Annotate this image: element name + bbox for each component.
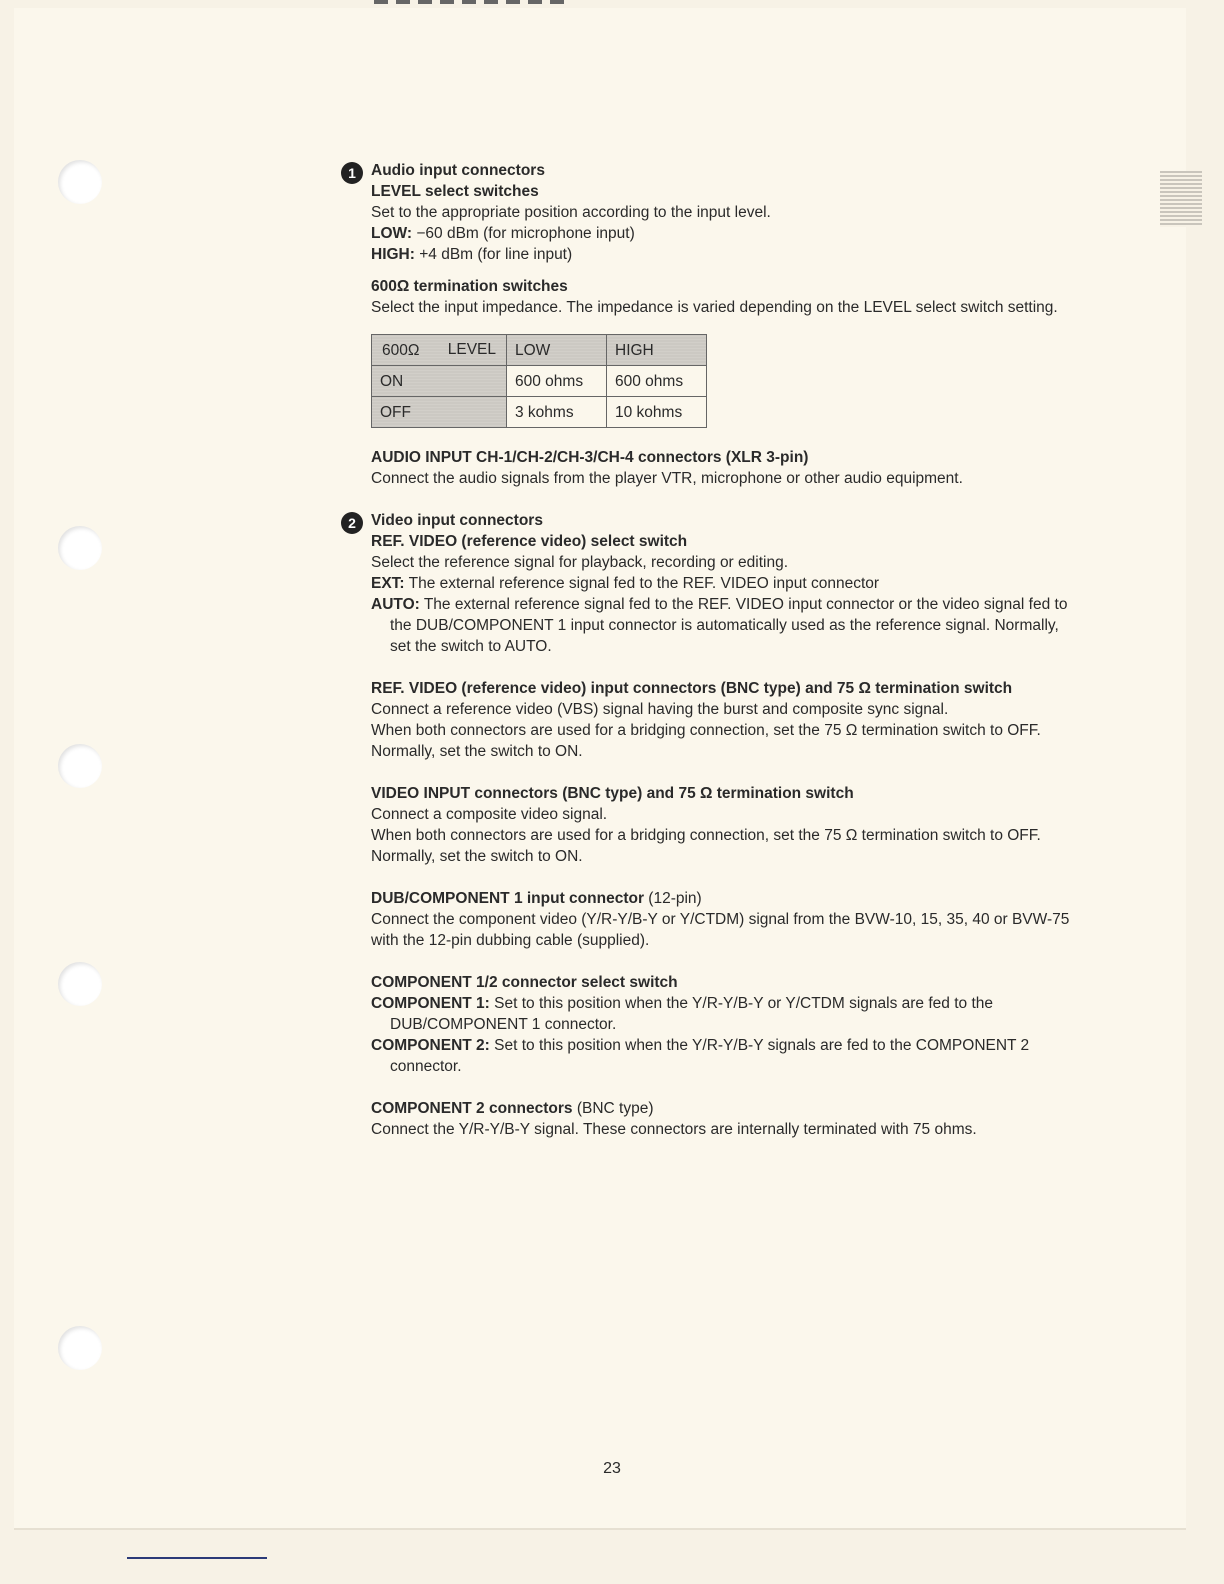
table-corner-cell <box>372 335 507 366</box>
high-text: +4 dBm (for line input) <box>419 246 573 263</box>
low-label: LOW: <box>371 225 413 242</box>
low-text: −60 dBm (for microphone input) <box>416 225 635 242</box>
component1-label: COMPONENT 1: <box>371 995 490 1012</box>
component1-item <box>371 993 1071 1035</box>
ref-select-desc: Select the reference signal for playback, recording or editing. <box>371 554 789 571</box>
bottom-rule <box>127 1557 267 1559</box>
page-number: 23 <box>603 1460 621 1477</box>
component1-text: Set to this position when the Y/R-Y/B-Y or Y/CTDM signals are fed to the DUB/COMPONENT 1 connector. <box>390 995 993 1033</box>
section-number-badge: 2 <box>341 512 363 534</box>
ext-item <box>371 573 1071 594</box>
dub-component-heading: DUB/COMPONENT 1 input connector <box>371 890 644 907</box>
table-row <box>372 397 707 428</box>
component2-connectors-heading-suffix: (BNC type) <box>576 1100 654 1117</box>
binder-hole <box>58 962 102 1006</box>
ext-label: EXT: <box>371 575 405 592</box>
corner-termination-label: 600Ω <box>382 342 420 359</box>
section-title: Video input connectors <box>371 512 543 529</box>
section-tab-marker <box>1160 171 1202 227</box>
table-cell: 600 ohms <box>607 366 707 397</box>
ext-text: The external reference signal fed to the REF. VIDEO input connector <box>408 575 880 592</box>
termination-heading: 600Ω termination switches <box>371 278 568 295</box>
dub-component-heading-line <box>371 888 1071 909</box>
xlr-connector-heading: AUDIO INPUT CH-1/CH-2/CH-3/CH-4 connectors (XLR 3-pin) <box>371 449 809 466</box>
impedance-table <box>371 334 707 428</box>
binder-hole <box>58 526 102 570</box>
dub-component-desc: Connect the component video (Y/R-Y/B-Y or Y/CTDM) signal from the BVW-10, 15, 35, 40 or BVW-75 with the 12-pin dubbing cable (supplied). <box>371 911 1070 949</box>
component2-label: COMPONENT 2: <box>371 1037 490 1054</box>
high-item <box>371 244 1071 265</box>
section-audio-input <box>348 160 1071 489</box>
binder-hole <box>58 160 102 204</box>
table-cell: 600 ohms <box>507 366 607 397</box>
component2-connectors-heading-line <box>371 1098 1071 1119</box>
section-title: Audio input connectors <box>371 162 545 179</box>
termination-desc: Select the input impedance. The impedance is varied depending on the LEVEL select switch setting. <box>371 299 1058 316</box>
dub-component-heading-suffix: (12-pin) <box>648 890 702 907</box>
column-header-high: HIGH <box>607 335 707 366</box>
auto-text: The external reference signal fed to the REF. VIDEO input connector or the video signal fed to the DUB/COMPONENT 1 input connector is automatically used as the reference signal. Normally, set the switch to AUTO. <box>390 596 1068 655</box>
video-input-heading: VIDEO INPUT connectors (BNC type) and 75 Ω termination switch <box>371 785 854 802</box>
component2-text: Set to this position when the Y/R-Y/B-Y signals are fed to the COMPONENT 2 connector. <box>390 1037 1030 1075</box>
video-input-desc-1: Connect a composite video signal. <box>371 806 608 823</box>
row-header: ON <box>372 366 507 397</box>
video-input-desc-2: When both connectors are used for a bridging connection, set the 75 Ω termination switch to OFF. Normally, set the switch to ON. <box>371 827 1041 865</box>
page-content <box>348 160 1071 1140</box>
row-header: OFF <box>372 397 507 428</box>
high-label: HIGH: <box>371 246 415 263</box>
table-cell: 10 kohms <box>607 397 707 428</box>
corner-level-label: LEVEL <box>447 341 496 358</box>
auto-item <box>371 594 1071 657</box>
top-edge-mark <box>374 0 564 4</box>
ref-input-desc-2: When both connectors are used for a bridging connection, set the 75 Ω termination switch to OFF. Normally, set the switch to ON. <box>371 722 1041 760</box>
section-number-badge: 1 <box>341 162 363 184</box>
ref-input-desc-1: Connect a reference video (VBS) signal having the burst and composite sync signal. <box>371 701 949 718</box>
component2-connectors-heading: COMPONENT 2 connectors <box>371 1100 573 1117</box>
level-switch-heading: LEVEL select switches <box>371 183 539 200</box>
column-header-low: LOW <box>507 335 607 366</box>
auto-label: AUTO: <box>371 596 420 613</box>
ref-input-heading: REF. VIDEO (reference video) input connectors (BNC type) and 75 Ω termination switch <box>371 680 1013 697</box>
ref-select-heading: REF. VIDEO (reference video) select switch <box>371 533 688 550</box>
level-switch-desc: Set to the appropriate position according to the input level. <box>371 204 771 221</box>
binder-hole <box>58 744 102 788</box>
table-row <box>372 366 707 397</box>
component2-item <box>371 1035 1071 1077</box>
binder-hole <box>58 1326 102 1370</box>
xlr-connector-desc: Connect the audio signals from the player VTR, microphone or other audio equipment. <box>371 470 963 487</box>
component2-connectors-desc: Connect the Y/R-Y/B-Y signal. These connectors are internally terminated with 75 ohms. <box>371 1121 977 1138</box>
low-item <box>371 223 1071 244</box>
table-cell: 3 kohms <box>507 397 607 428</box>
section-video-input <box>348 510 1071 1140</box>
component-select-heading: COMPONENT 1/2 connector select switch <box>371 974 678 991</box>
